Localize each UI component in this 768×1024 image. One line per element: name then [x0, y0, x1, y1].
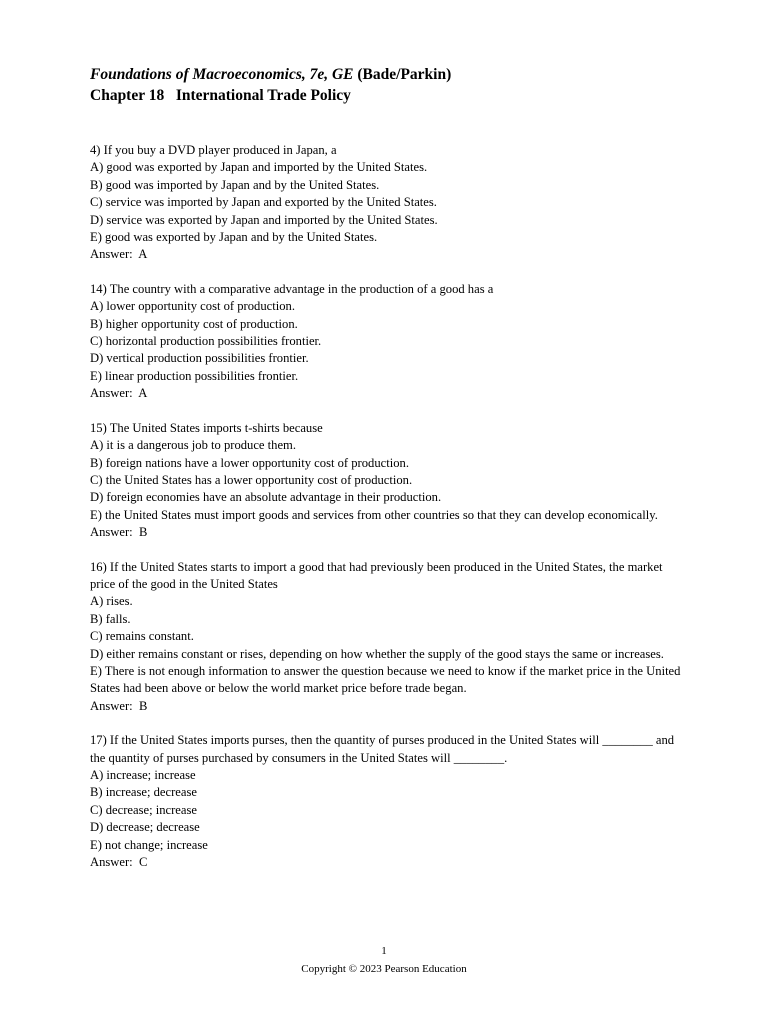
answer-option: A) it is a dangerous job to produce them. — [90, 438, 297, 453]
answer-option: E) linear production possibilities frontier. — [90, 368, 299, 383]
book-title-line — [90, 64, 690, 85]
question-stem: 15) The United States imports t-shirts because — [90, 420, 323, 435]
answer-option: D) decrease; decrease — [90, 820, 200, 835]
chapter-title: Chapter 18 International Trade Policy — [90, 87, 351, 104]
copyright-notice: Copyright © 2023 Pearson Education — [301, 963, 467, 975]
answer-option: D) vertical production possibilities frontier. — [90, 351, 309, 366]
answer-option: B) good was imported by Japan and by the United States. — [90, 177, 380, 192]
question-item — [90, 559, 690, 716]
page-number: 1 — [381, 945, 387, 957]
answer-option: E) not change; increase — [90, 837, 208, 852]
question-stem: 4) If you buy a DVD player produced in Japan, a — [90, 143, 337, 157]
answer-key: Answer: B — [90, 698, 148, 713]
question-item — [90, 142, 690, 264]
answer-option: C) remains constant. — [90, 629, 194, 644]
answer-option: C) horizontal production possibilities frontier. — [90, 334, 322, 349]
question-item — [90, 420, 690, 542]
answer-option: E) There is not enough information to answer the question because we need to know if the market price in the United States had been above or below the world market price before trade began. — [90, 663, 681, 696]
answer-option: C) service was imported by Japan and exported by the United States. — [90, 195, 437, 210]
question-item — [90, 281, 690, 403]
answer-option: D) foreign economies have an absolute advantage in their production. — [90, 490, 442, 505]
question-stem: 16) If the United States starts to import a good that had previously been produced in the United States, the market price of the good in the United States — [90, 559, 663, 591]
document-page — [90, 64, 690, 888]
answer-option: B) higher opportunity cost of production. — [90, 316, 298, 331]
answer-key: Answer: B — [90, 525, 148, 540]
answer-option: B) increase; decrease — [90, 785, 197, 800]
question-item — [90, 732, 690, 871]
answer-option: A) lower opportunity cost of production. — [90, 299, 295, 314]
question-stem: 14) The country with a comparative advantage in the production of a good has a — [90, 281, 494, 296]
answer-key: Answer: A — [90, 247, 148, 262]
answer-option: C) decrease; increase — [90, 802, 197, 817]
answer-key: Answer: C — [90, 855, 148, 870]
answer-option: C) the United States has a lower opportunity cost of production. — [90, 472, 413, 487]
answer-option: B) foreign nations have a lower opportunity cost of production. — [90, 455, 409, 470]
book-title: Foundations of Macroeconomics, 7e, GE — [90, 66, 354, 83]
book-authors: (Bade/Parkin) — [357, 66, 452, 83]
answer-option: A) increase; increase — [90, 768, 196, 782]
answer-option: B) falls. — [90, 611, 131, 626]
question-stem: 17) If the United States imports purses, then the quantity of purses produced in the United States will ________ and the quantity of purses purchased by consumers in the United States will ________. — [90, 733, 675, 765]
answer-option: A) rises. — [90, 594, 133, 609]
question-list — [90, 142, 690, 871]
answer-option: D) either remains constant or rises, depending on how whether the supply of the good stays the same or increases. — [90, 646, 664, 661]
answer-option: D) service was exported by Japan and imported by the United States. — [90, 212, 438, 227]
answer-option: A) good was exported by Japan and imported by the United States. — [90, 160, 428, 175]
answer-option: E) the United States must import goods and services from other countries so that they can develop economically. — [90, 507, 658, 522]
answer-option: E) good was exported by Japan and by the United States. — [90, 230, 378, 245]
answer-key: Answer: A — [90, 386, 148, 401]
